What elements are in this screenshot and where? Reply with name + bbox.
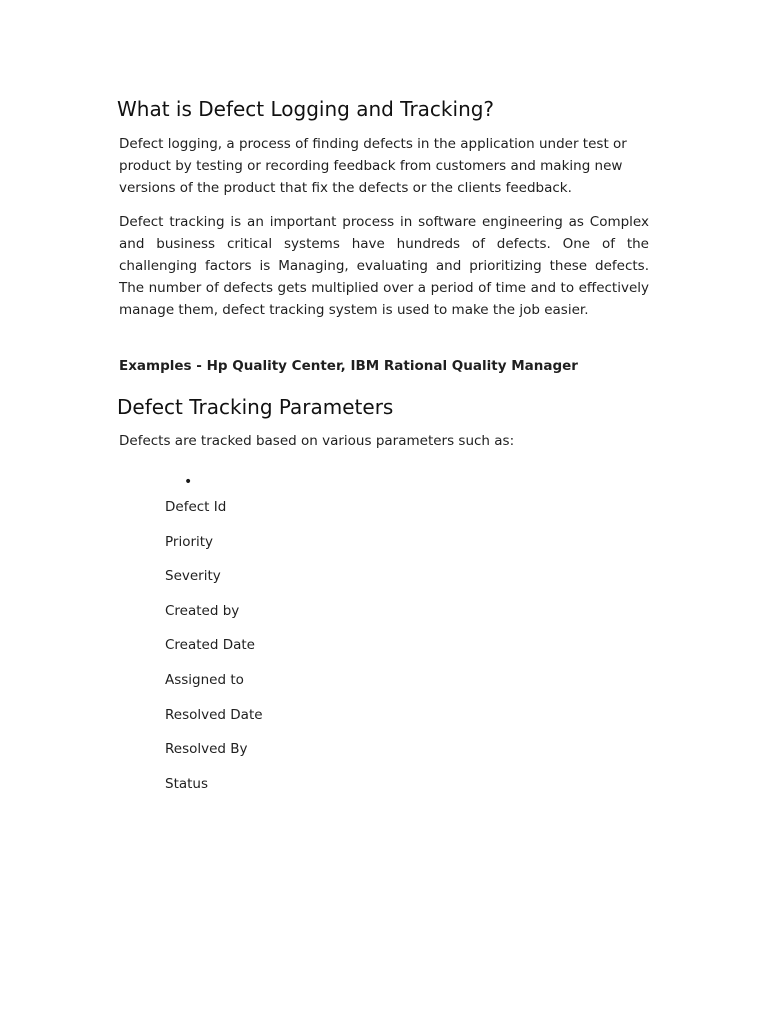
heading-defect-logging: What is Defect Logging and Tracking? <box>117 97 495 121</box>
parameters-list <box>165 496 263 807</box>
list-item: Priority <box>165 533 214 550</box>
paragraph-defect-tracking: Defect tracking is an important process in software engineering as Complex and business critical systems have hundreds of defects. One of the challenging factors is Managing, evaluating and prioritizing these defects. The number of defects gets multiplied over a period of time and to effectively manage them, defect tracking system is used to make the job easier. <box>119 214 649 318</box>
list-item: Resolved By <box>165 741 248 758</box>
paragraph-defect-logging: Defect logging, a process of finding defects in the application under test or product by testing or recording feedback from customers and making new versions of the product that fix the defects or the clients feedback. <box>119 136 627 196</box>
list-item: Defect Id <box>165 499 227 515</box>
list-item: Severity <box>165 568 221 585</box>
list-item: Created Date <box>165 637 255 654</box>
bullet-icon: • <box>184 474 193 490</box>
list-item: Assigned to <box>165 671 244 688</box>
heading-tracking-parameters: Defect Tracking Parameters <box>117 395 394 419</box>
list-item: Created by <box>165 602 240 619</box>
examples-text: Examples - Hp Quality Center, IBM Rational Quality Manager <box>119 358 578 374</box>
parameters-intro: Defects are tracked based on various parameters such as: <box>119 433 515 449</box>
list-item: Status <box>165 775 209 792</box>
list-item: Resolved Date <box>165 706 263 723</box>
